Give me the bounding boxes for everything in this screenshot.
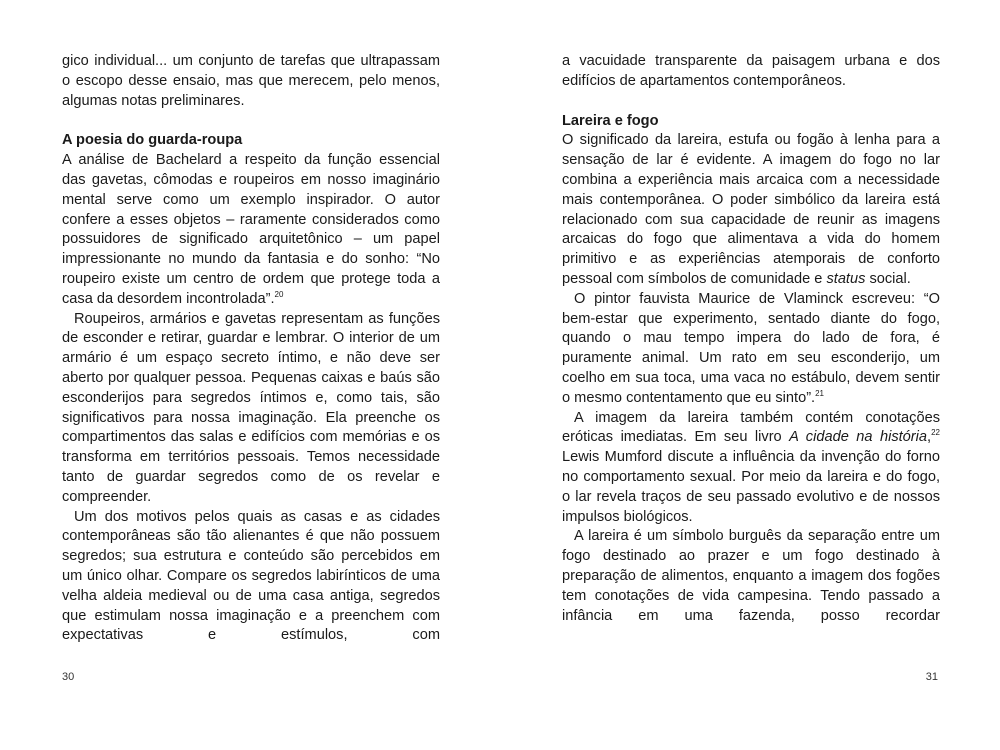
paragraph: Roupeiros, armários e gavetas representam as funções de esconder e retirar, guardar e lembrar. O interior de um armário é um espaço secreto íntimo, e não deve ser aberto por qualquer pessoa. Pequenas caixas e baús são esconderijos para segredos íntimos e, como tais, são significativos para nossa imaginação. Ela preenche os compartimentos das salas e edifícios com memórias e os transforma em territórios pessoais. Temos necessidade tanto de guardar segredos como de os revelar e compreender. [62, 310, 440, 505]
paragraph: A lareira é um símbolo burguês da separação entre um fogo destinado ao prazer e um fogo destinado à preparação de alimentos, enquanto a imagem dos fogões tem conotações de vida campesina. Tendo passado a infância em uma fazenda, posso recordar [562, 528, 940, 624]
paragraph-text: A imagem da lareira também contém conotações eróticas imediatas. Em seu livro [562, 409, 940, 446]
footnote-ref[interactable]: 21 [815, 388, 825, 398]
paragraph-text: O pintor fauvista Maurice de Vlaminck escreveu: “O bem-estar que experimento, sentado diante do fogo, quando o mau tempo impera do lado de fora, é puramente animal. Um rato em seu esconderijo, um coelho em sua toca, uma vaca no estábulo, devem sentir o mesmo contentamento que eu sinto”. [562, 290, 940, 406]
paragraph-text: A análise de Bachelard a respeito da função essencial das gavetas, cômodas e roupeiros em nosso imaginário mental serve como um exemplo inspirador. O autor confere a esses objetos – raramente considerados como possuidores de significado arquitetônico – um papel impressionante no mundo da fantasia e do sonho: “No roupeiro existe um centro de ordem que protege toda a casa da desordem incontrolada”. [62, 152, 440, 307]
section-heading: A poesia do guarda-roupa [62, 132, 243, 149]
paragraph-text: O significado da lareira, estufa ou fogão à lenha para a sensação de lar é evidente. A imagem do fogo no lar combina a experiência mais arcaica com a necessidade mais contemporânea. O poder simbólico da lareira está relacionado com sua capacidade de reunir as imagens arcaicas do fogo que alimentava a vida do homem primitivo e as experiências atemporais de conforto pessoal com símbolos de comunidade e [562, 132, 940, 287]
book-title: A cidade na história [789, 429, 928, 446]
paragraph-text: social. [869, 270, 911, 287]
paragraph: A imagem da lareira também contém conotações eróticas imediatas. Em seu livro A cidade na história,$^{22}$ Lewis Mumford discute a influência da invenção do forno no comportamento sexual. Por meio da lareira e do fogo, o lar revela traços de seu passado evolutivo e de nossos impulsos biológicos. [562, 409, 940, 525]
footnote-ref[interactable]: 20 [274, 289, 284, 299]
footnote-ref[interactable]: 22 [931, 428, 940, 438]
page-number: 31 [925, 671, 938, 683]
italic-term: status [826, 270, 866, 287]
paragraph: a vacuidade transparente da paisagem urbana e dos edifícios de apartamentos contemporâneos. [562, 53, 940, 89]
paragraph [562, 131, 940, 289]
right-text-column [562, 52, 940, 626]
paragraph-gap [562, 92, 940, 112]
right-page [500, 0, 1000, 750]
left-text-column [62, 52, 440, 646]
paragraph: Um dos motivos pelos quais as casas e as cidades contemporâneas são tão alienantes é que não possuem segredos; sua estrutura e conteúdo são percebidos em um único olhar. Compare os segredos labirínticos de uma velha aldeia medieval ou de uma casa antiga, segredos que estimulam nossa imaginação e a preenchem com expectativas e estímulos, com [62, 508, 440, 644]
paragraph [562, 290, 940, 409]
paragraph-text: Lewis Mumford discute a influência da invenção do forno no comportamento sexual. Por meio da lareira e do fogo, o lar revela traços de seu passado evolutivo e de nossos impulsos biológicos. [562, 449, 940, 525]
page-number: 30 [62, 671, 75, 683]
paragraph [62, 151, 440, 309]
paragraph: gico individual... um conjunto de tarefas que ultrapassam o escopo desse ensaio, mas que merecem, pelo menos, algumas notas preliminares. [62, 53, 440, 109]
section-heading: Lareira e fogo [562, 112, 659, 129]
paragraph-gap [62, 111, 440, 131]
